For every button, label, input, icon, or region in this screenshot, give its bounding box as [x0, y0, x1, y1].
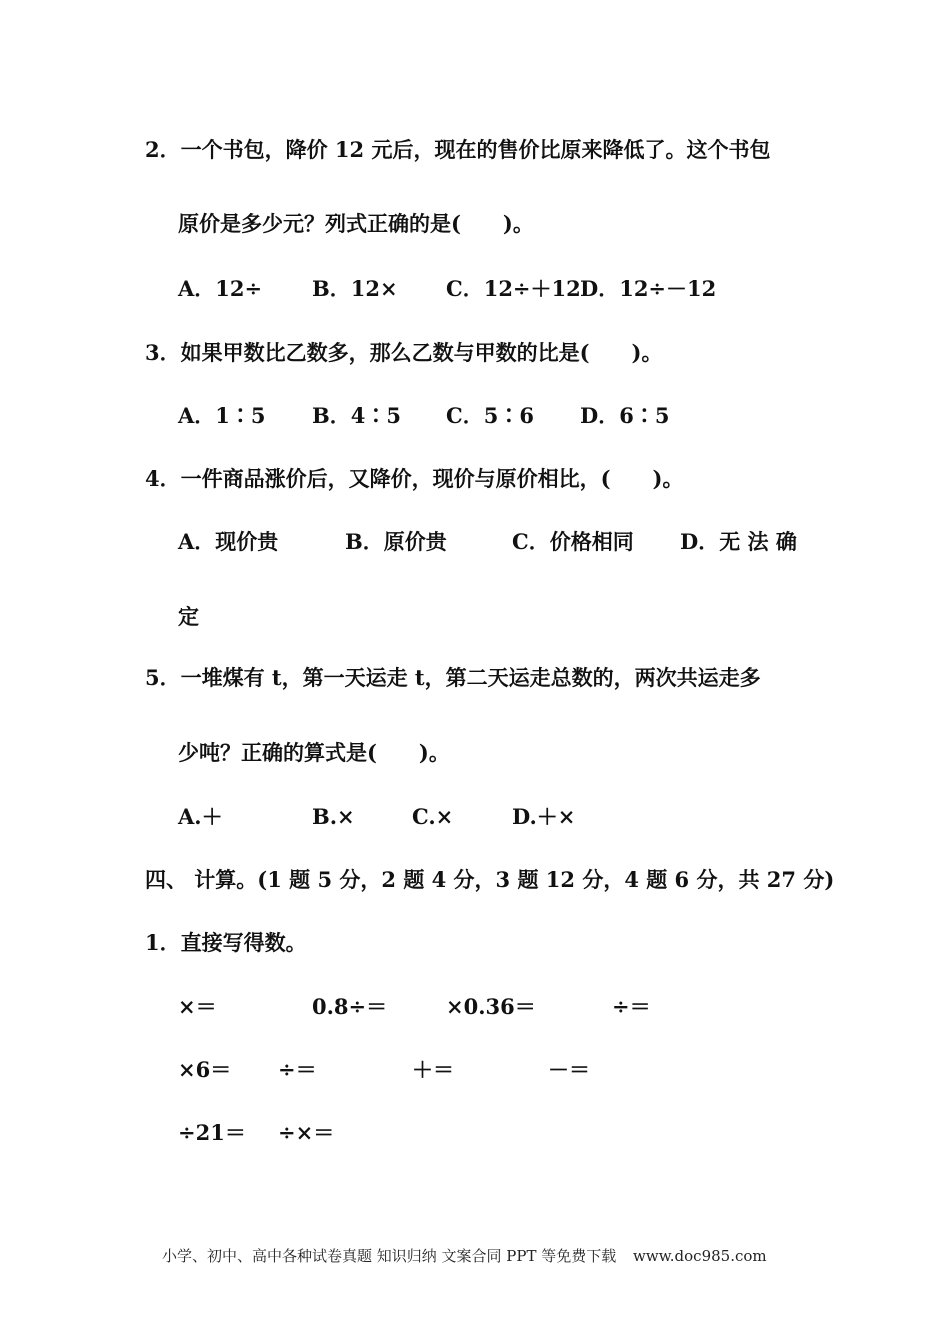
- footer-url[interactable]: www.doc985.com: [633, 1247, 767, 1265]
- calc-item: ×0.36＝: [446, 994, 536, 1019]
- q3-option-b: B．4∶5: [312, 403, 401, 428]
- calc-item: ＋＝: [412, 1057, 454, 1082]
- calc-item: ÷＝: [278, 1057, 317, 1082]
- q4-option-b: B．原价贵: [345, 529, 447, 554]
- q5-option-c: C.×: [412, 804, 454, 829]
- calc-item: 0.8÷＝: [312, 994, 388, 1019]
- footer-text: 小学、初中、高中各种试卷真题 知识归纳 文案合同 PPT 等免费下载: [162, 1247, 617, 1265]
- q2-line1: 2．一个书包，降价 12 元后，现在的售价比原来降低了。这个书包: [145, 137, 771, 162]
- q2-option-b: B．12×: [312, 276, 398, 301]
- q2-option-c: C．12÷＋12: [446, 276, 581, 301]
- q5-option-a: A.＋: [178, 804, 223, 829]
- calc-item: ÷＝: [612, 994, 651, 1019]
- footer: [162, 1245, 779, 1266]
- q4-option-a: A．现价贵: [178, 529, 279, 554]
- q3-line1: 3．如果甲数比乙数多，那么乙数与甲数的比是( )。: [145, 340, 663, 365]
- q5-line1: 5．一堆煤有 t，第一天运走 t，第二天运走总数的，两次共运走多: [145, 665, 761, 690]
- section4-sub1: 1．直接写得数。: [145, 930, 307, 955]
- calc-item: ×＝: [178, 994, 217, 1019]
- calc-item: －＝: [548, 1057, 590, 1082]
- q5-option-d: D.＋×: [512, 804, 576, 829]
- q3-option-c: C．5∶6: [446, 403, 534, 428]
- calc-item: ×6＝: [178, 1057, 232, 1082]
- q5-option-b: B.×: [312, 804, 355, 829]
- section4-heading: 四、 计算。(1 题 5 分，2 题 4 分，3 题 12 分，4 题 6 分，共 27 分): [145, 867, 835, 892]
- calc-item: ÷×＝: [278, 1120, 335, 1145]
- q4-option-d-wrap: 定: [178, 604, 199, 629]
- calc-item: ÷21＝: [178, 1120, 246, 1145]
- q2-option-d: D．12÷－12: [580, 276, 717, 301]
- q2-line2: 原价是多少元？列式正确的是( )。: [178, 211, 534, 236]
- q4-option-c: C．价格相同: [512, 529, 634, 554]
- q3-option-a: A．1∶5: [178, 403, 266, 428]
- q4-line1: 4．一件商品涨价后，又降价，现价与原价相比，( )。: [145, 466, 684, 491]
- q4-option-d: D．无 法 确: [680, 529, 797, 554]
- q5-line2: 少吨？正确的算式是( )。: [178, 740, 450, 765]
- q3-option-d: D．6∶5: [580, 403, 670, 428]
- q2-option-a: A．12÷: [178, 276, 263, 301]
